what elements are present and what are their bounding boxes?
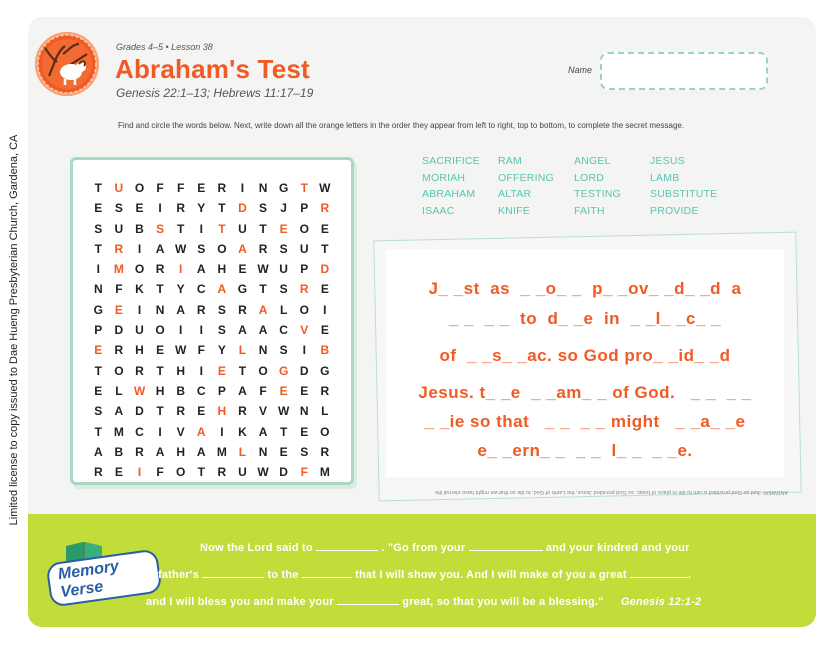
grid-letter[interactable]: E [238, 262, 247, 277]
grid-letter[interactable]: S [279, 241, 288, 256]
word-list-item: JESUS [650, 155, 685, 167]
grid-letter[interactable]: E [114, 302, 123, 317]
grid-letter[interactable]: Y [176, 282, 185, 297]
grid-letter[interactable]: T [94, 424, 102, 439]
grid-letter[interactable]: A [93, 444, 103, 459]
license-text: Limited license to copy issued to Dae Hueng Presbyterian Church, Gardena, CA [8, 134, 20, 526]
message-line-6: e_ _ern_ _ _ _ l_ _ _ _e. [477, 441, 693, 460]
grid-letter[interactable]: S [300, 444, 309, 459]
grid-letter[interactable]: S [94, 404, 103, 419]
grid-letter[interactable]: O [114, 363, 124, 378]
grid-letter[interactable]: I [158, 201, 162, 216]
grid-letter[interactable]: M [216, 444, 227, 459]
grid-letter[interactable]: E [217, 363, 226, 378]
grid-letter[interactable]: A [238, 323, 247, 338]
grid-letter[interactable]: E [156, 343, 165, 358]
word-list-item: ANGEL [574, 155, 611, 167]
grid-letter[interactable]: S [197, 241, 206, 256]
message-line-4: Jesus. t_ _e _ _am_ _ of God. _ _ _ _ [418, 383, 752, 402]
verse-blank[interactable] [337, 594, 399, 605]
grid-letter[interactable]: T [300, 181, 308, 195]
grid-letter[interactable]: O [134, 181, 145, 195]
verse-reference: Genesis 12:1-2 [620, 596, 702, 608]
grid-letter[interactable]: T [259, 282, 267, 297]
grid-letter[interactable]: N [258, 181, 268, 195]
grid-letter[interactable]: D [238, 201, 247, 216]
grid-letter[interactable]: C [279, 323, 288, 338]
grid-letter[interactable]: F [259, 383, 267, 398]
word-list-item: SACRIFICE [422, 155, 480, 167]
grid-letter[interactable]: E [320, 282, 329, 297]
grid-letter[interactable]: Y [197, 201, 206, 216]
grid-letter[interactable]: W [175, 343, 187, 358]
upside-down-answer: ANSWER: Just as God provided a ram to die in place of Isaac, so God provided Jesus, the Lamb of God, to die so that we might have eternal life. [433, 489, 788, 495]
grid-letter[interactable]: T [156, 404, 164, 419]
grid-letter[interactable]: A [196, 444, 206, 459]
grid-letter[interactable]: S [279, 282, 288, 297]
grid-letter[interactable]: I [179, 262, 183, 277]
verse-blank[interactable] [469, 540, 543, 551]
grid-letter[interactable]: S [156, 221, 165, 236]
grid-letter[interactable]: P [300, 262, 309, 277]
verse-blank[interactable] [630, 567, 688, 578]
grid-letter[interactable]: S [279, 343, 288, 358]
grid-letter[interactable]: E [320, 221, 329, 236]
grid-letter[interactable]: K [238, 424, 247, 439]
grid-letter[interactable]: D [114, 323, 124, 338]
grid-letter[interactable]: R [258, 241, 268, 256]
grid-letter[interactable]: T [197, 465, 205, 480]
grid-letter[interactable]: U [279, 262, 288, 277]
grid-letter[interactable]: D [320, 262, 330, 277]
verse-line-3 [146, 594, 701, 608]
grid-letter[interactable]: E [279, 221, 288, 236]
scripture-reference: Genesis 22:1–13; Hebrews 11:17–19 [116, 86, 314, 100]
grid-letter[interactable]: D [135, 404, 144, 419]
grid-letter[interactable]: B [114, 444, 124, 459]
grid-letter[interactable]: R [114, 343, 124, 358]
grid-letter[interactable]: L [238, 343, 247, 358]
grid-letter[interactable]: N [258, 343, 268, 358]
grid-letter[interactable]: A [155, 241, 165, 256]
verse-line-1 [200, 540, 690, 554]
grid-letter[interactable]: U [135, 323, 144, 338]
word-list-item: LAMB [650, 171, 680, 184]
grid-letter[interactable]: G [278, 363, 289, 378]
grid-letter[interactable]: L [238, 444, 247, 459]
grid-letter[interactable]: U [238, 221, 247, 236]
grid-letter[interactable]: T [218, 221, 226, 236]
grid-letter[interactable]: R [238, 302, 247, 317]
word-list [422, 155, 726, 221]
message-line-2: _ _ _ _ to d_ _e in _ _l_ _c_ _ [448, 309, 722, 328]
grid-letter[interactable]: O [299, 221, 309, 236]
message-line-1: J_ _st as _ _o_ _ p_ _ov_ _d_ _d a [428, 279, 742, 298]
grid-letter[interactable]: S [114, 201, 123, 216]
grid-letter[interactable]: W [257, 262, 269, 277]
grid-letter[interactable]: B [176, 383, 185, 398]
verse-text: . [687, 569, 692, 581]
grid-letter[interactable]: S [94, 221, 103, 236]
grid-letter[interactable]: A [196, 424, 206, 439]
grid-letter[interactable]: I [199, 221, 203, 236]
grid-letter[interactable]: V [176, 424, 185, 439]
verse-blank[interactable] [316, 540, 378, 551]
grid-letter[interactable]: T [94, 241, 102, 256]
grid-letter[interactable]: I [199, 323, 203, 338]
grid-letter[interactable]: L [115, 383, 123, 398]
grid-letter[interactable]: N [299, 404, 309, 419]
grid-letter[interactable]: W [133, 383, 146, 398]
grid-letter[interactable]: L [279, 302, 288, 317]
grid-letter[interactable]: R [299, 282, 309, 297]
grid-letter[interactable]: R [320, 444, 330, 459]
grid-letter[interactable]: P [217, 383, 226, 398]
word-list-item: LORD [574, 171, 604, 184]
grid-letter[interactable]: V [259, 404, 268, 419]
verse-text: great, so that you will be a blessing." [402, 596, 604, 608]
grid-letter[interactable]: C [196, 383, 206, 398]
grid-letter[interactable]: I [199, 363, 203, 378]
grid-letter[interactable]: C [135, 424, 144, 439]
grid-letter[interactable]: H [176, 363, 185, 378]
grid-letter[interactable]: E [279, 383, 288, 398]
grid-letter[interactable]: R [93, 465, 103, 480]
grid-letter[interactable]: M [319, 465, 330, 480]
memory-verse-band [28, 514, 816, 627]
grid-letter[interactable]: R [217, 181, 227, 195]
grid-letter[interactable]: T [94, 181, 102, 195]
verse-text: to the [267, 569, 299, 581]
verse-blank[interactable] [202, 567, 264, 578]
grid-letter[interactable]: T [279, 424, 288, 439]
grid-letter[interactable]: E [114, 465, 123, 480]
grid-letter[interactable]: P [94, 323, 103, 338]
grid-letter[interactable]: I [179, 323, 183, 338]
grade-lesson: Grades 4–5 • Lesson 38 [116, 42, 213, 52]
grid-letter[interactable]: W [257, 465, 269, 480]
grid-letter[interactable]: R [238, 404, 247, 419]
grid-letter[interactable]: D [279, 465, 288, 480]
grid-letter[interactable]: E [279, 444, 288, 459]
grid-letter[interactable]: H [135, 343, 144, 358]
grid-letter[interactable]: T [156, 282, 164, 297]
grid-letter[interactable]: E [320, 323, 329, 338]
grid-letter[interactable]: F [300, 465, 308, 480]
grid-letter[interactable]: U [238, 465, 247, 480]
grid-letter[interactable]: I [137, 465, 142, 480]
grid-letter[interactable]: V [300, 323, 309, 338]
license-notice [4, 40, 24, 620]
grid-letter[interactable]: O [299, 302, 309, 317]
word-search-panel [70, 157, 354, 485]
grid-letter[interactable]: O [155, 323, 165, 338]
grid-letter[interactable]: H [155, 383, 165, 398]
grid-letter[interactable]: I [302, 343, 306, 358]
grid-letter[interactable]: R [196, 302, 206, 317]
word-list-item: TESTING [574, 188, 621, 200]
grid-letter[interactable]: P [300, 201, 309, 216]
page-title: Abraham's Test [115, 54, 310, 84]
grid-letter[interactable]: U [114, 221, 124, 236]
grid-letter[interactable]: T [238, 363, 247, 378]
verse-line-2 [158, 567, 691, 581]
verse-text: father's [158, 569, 199, 581]
verse-text: . "Go from your [381, 542, 466, 554]
grid-letter[interactable]: A [238, 383, 247, 398]
grid-letter[interactable]: A [258, 424, 268, 439]
memory-verse-badge [42, 538, 160, 602]
lesson-logo [35, 32, 99, 96]
grid-letter[interactable]: O [320, 424, 330, 439]
grid-letter[interactable]: T [177, 221, 185, 236]
message-line-3: of _ _s_ _ac. so God pro_ _id_ _d [439, 346, 731, 365]
grid-letter[interactable]: I [137, 302, 142, 317]
grid-letter[interactable]: I [137, 241, 142, 256]
name-field[interactable] [600, 52, 768, 90]
grid-letter[interactable]: A [217, 282, 227, 297]
grid-letter[interactable]: C [196, 282, 206, 297]
word-list-item: ABRAHAM [422, 188, 476, 200]
grid-letter[interactable]: G [237, 282, 248, 297]
grid-letter[interactable]: U [299, 241, 309, 256]
grid-letter[interactable]: G [278, 181, 289, 195]
grid-letter[interactable]: W [319, 181, 331, 195]
grid-letter[interactable]: I [158, 424, 162, 439]
grid-letter[interactable]: I [220, 424, 224, 439]
instructions: Find and circle the words below. Next, write down all the orange letters in the order they appear from left to right, top to bottom, to complete the secret message. [118, 121, 685, 130]
grid-letter[interactable]: O [217, 241, 227, 256]
secret-message-card [386, 249, 784, 477]
grid-letter[interactable]: T [94, 363, 102, 378]
ram-thicket-icon [35, 32, 99, 96]
grid-letter[interactable]: F [156, 181, 164, 195]
grid-letter[interactable]: R [135, 363, 144, 378]
grid-letter[interactable]: A [114, 404, 124, 419]
grid-letter[interactable]: R [176, 404, 185, 419]
word-list-item: SUBSTITUTE [650, 188, 718, 200]
grid-letter[interactable]: E [94, 343, 103, 358]
grid-letter[interactable]: O [258, 363, 268, 378]
word-list-item: MORIAH [422, 171, 466, 184]
word-search-grid [88, 178, 335, 482]
grid-letter[interactable]: O [134, 262, 145, 277]
grid-letter[interactable]: K [135, 282, 144, 297]
grid-letter[interactable]: Y [217, 343, 226, 358]
message-line-5: _ _ie so that _ _ _ _ might _ _a_ _e [424, 412, 746, 431]
grid-letter[interactable]: F [177, 181, 185, 195]
verse-text: Now the Lord said to [200, 542, 313, 554]
grid-letter[interactable]: T [321, 241, 329, 256]
verse-text: and your kindred and your [545, 542, 690, 554]
grid-letter[interactable]: R [114, 241, 124, 256]
grid-letter[interactable]: A [196, 262, 206, 277]
grid-letter[interactable]: W [277, 404, 290, 419]
grid-letter[interactable]: G [93, 302, 103, 317]
word-list-item: ISAAC [422, 204, 455, 217]
grid-letter[interactable]: R [135, 444, 144, 459]
grid-letter[interactable]: A [238, 241, 247, 256]
grid-letter[interactable]: B [320, 343, 330, 358]
grid-letter[interactable]: R [155, 262, 165, 277]
grid-letter[interactable]: U [114, 181, 124, 195]
grid-letter[interactable]: A [176, 302, 185, 317]
grid-letter[interactable]: M [113, 424, 124, 439]
grid-letter[interactable]: I [96, 262, 100, 277]
grid-letter[interactable]: A [258, 323, 268, 338]
grid-letter[interactable]: R [176, 201, 185, 216]
verse-blank[interactable] [302, 567, 352, 578]
grid-letter[interactable]: H [176, 444, 185, 459]
grid-letter[interactable]: H [217, 404, 227, 419]
grid-letter[interactable]: S [217, 302, 226, 317]
grid-letter[interactable]: E [197, 404, 206, 419]
grid-letter[interactable]: E [94, 383, 103, 398]
verse-text: and I will bless you and make your [146, 596, 334, 608]
grid-letter[interactable]: N [258, 444, 268, 459]
grid-letter[interactable]: D [299, 363, 309, 378]
grid-letter[interactable]: I [323, 302, 327, 317]
word-list-item: PROVIDE [650, 204, 699, 217]
grid-letter[interactable]: S [217, 323, 226, 338]
name-label: Name [568, 65, 593, 75]
grid-letter[interactable]: I [240, 181, 245, 195]
grid-letter[interactable]: A [258, 302, 268, 317]
word-list-item: FAITH [574, 204, 605, 217]
grid-letter[interactable]: E [94, 201, 103, 216]
grid-letter[interactable]: R [320, 201, 330, 216]
grid-letter[interactable]: R [320, 383, 330, 398]
grid-letter[interactable]: G [320, 363, 330, 378]
memory-verse-label: Memory Verse [45, 548, 162, 607]
worksheet [28, 17, 816, 627]
grid-letter[interactable]: E [135, 201, 144, 216]
grid-letter[interactable]: T [259, 221, 267, 236]
verse-text: that I will show you. And I will make of you a great [355, 569, 627, 581]
grid-letter[interactable]: O [176, 465, 186, 480]
grid-letter[interactable]: M [113, 262, 124, 277]
word-list-item: KNIFE [498, 204, 530, 217]
grid-letter[interactable]: T [218, 201, 226, 216]
grid-letter[interactable]: E [197, 181, 206, 195]
grid-letter[interactable]: B [135, 221, 144, 236]
grid-letter[interactable]: E [300, 424, 309, 439]
grid-letter[interactable]: H [217, 262, 227, 277]
word-list-item: ALTAR [498, 188, 532, 200]
grid-letter[interactable]: E [300, 383, 309, 398]
grid-letter[interactable]: F [115, 282, 123, 297]
grid-letter[interactable]: S [259, 201, 268, 216]
word-list-item: OFFERING [498, 171, 554, 184]
grid-letter[interactable]: A [155, 444, 165, 459]
grid-letter[interactable]: R [217, 465, 227, 480]
word-list-item: RAM [498, 155, 522, 167]
grid-letter[interactable]: J [280, 201, 287, 216]
grid-letter[interactable]: W [175, 241, 187, 256]
grid-letter[interactable]: F [197, 343, 205, 358]
grid-letter[interactable]: N [93, 282, 103, 297]
grid-letter[interactable]: T [156, 363, 164, 378]
grid-letter[interactable]: F [156, 465, 164, 480]
grid-letter[interactable]: L [321, 404, 329, 419]
grid-letter[interactable]: N [155, 302, 165, 317]
